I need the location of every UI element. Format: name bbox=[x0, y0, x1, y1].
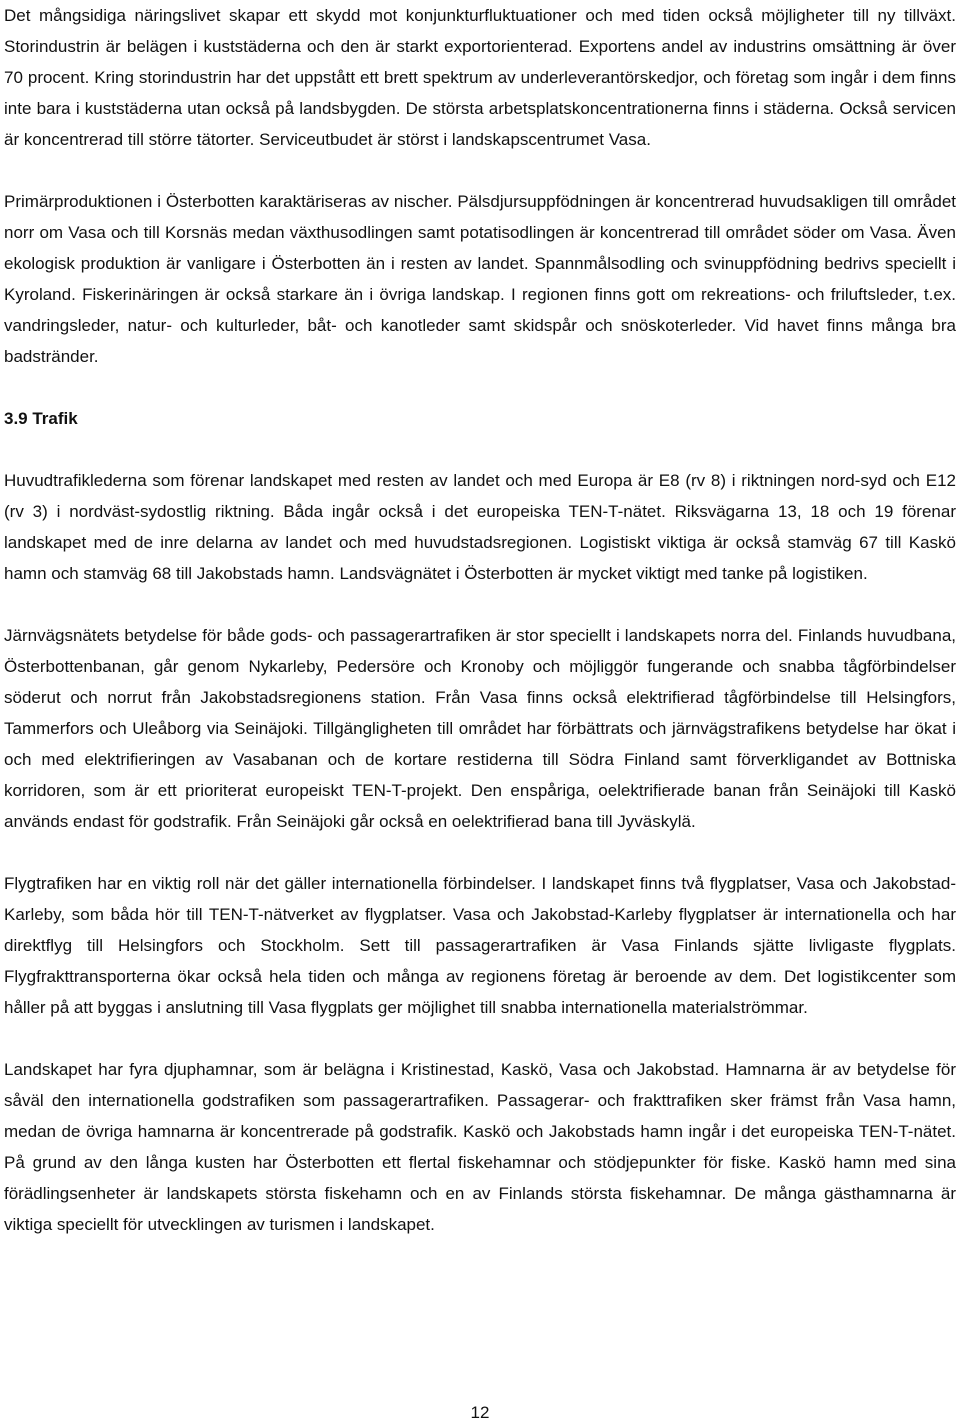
paragraph-spacer bbox=[4, 155, 956, 186]
paragraph-spacer bbox=[4, 372, 956, 403]
paragraph-spacer bbox=[4, 434, 956, 465]
paragraph-spacer bbox=[4, 589, 956, 620]
paragraph-ports: Landskapet har fyra djuphamnar, som är belägna i Kristinestad, Kaskö, Vasa och Jakobstad. Hamnarna är av betydelse för såväl den internationella godstrafiken som passagerartrafiken. Passagerar- och frakttrafiken sker främst från Vasa hamn, medan de övriga hamnarna är koncentrerade på godstrafik. Kaskö och Jakobstads hamn ingår i det europeiska TEN-T-nätet. På grund av den långa kusten har Österbotten ett flertal fiskehamnar och stödjepunkter för fiske. Kaskö hamn med sina förädlingsenheter är landskapets största fiskehamn och en av Finlands största fiskehamnar. De många gästhamnarna är viktiga speciellt för utvecklingen av turismen i landskapet. bbox=[4, 1060, 956, 1234]
section-heading: 3.9 Trafik bbox=[4, 409, 78, 428]
page-number: 12 bbox=[470, 1403, 490, 1422]
paragraph-spacer bbox=[4, 1023, 956, 1054]
document-page bbox=[4, 0, 956, 1240]
paragraph-industry: Det mångsidiga näringslivet skapar ett skydd mot konjunkturfluktuationer och med tiden också möjligheter till ny tillväxt. Storindustrin är belägen i kuststäderna och den är starkt exportorienterad. Exportens andel av industrins omsättning är över 70 procent. Kring storindustrin har det uppstått ett brett spektrum av underleverantörskedjor, och företag som ingår i dem finns inte bara i kuststäderna utan också på landsbygden. De största arbetsplatskoncentrationerna finns i städerna. Också servicen är koncentrerad till större tätorter. Serviceutbudet är störst i landskapscentrumet Vasa. bbox=[4, 6, 956, 149]
paragraph-primary-production: Primärproduktionen i Österbotten karaktäriseras av nischer. Pälsdjursuppfödningen är koncentrerad huvudsakligen till området norr om Vasa och till Korsnäs medan växthusodlingen samt potatisodlingen är koncentrerad till området söder om Vasa. Även ekologisk produktion är vanligare i Österbotten än i resten av landet. Spannmålsodling och svinuppfödning bedrivs speciellt i Kyroland. Fiskerinäringen är också starkare än i övriga landskap. I regionen finns gott om rekreations- och friluftsleder, t.ex. vandringsleder, natur- och kulturleder, båt- och kanotleder samt skidspår och snöskoterleder. Vid havet finns många bra badstränder. bbox=[4, 192, 956, 366]
paragraph-road-traffic: Huvudtrafiklederna som förenar landskapet med resten av landet och med Europa är E8 (rv 8) i riktningen nord-syd och E12 (rv 3) i nordväst-sydostlig riktning. Båda ingår också i det europeiska TEN-T-nätet. Riksvägarna 13, 18 och 19 förenar landskapet med de inre delarna av landet och med huvudstadsregionen. Logistiskt viktiga är också stamväg 67 till Kaskö hamn och stamväg 68 till Jakobstads hamn. Landsvägnätet i Österbotten är mycket viktigt med tanke på logistiken. bbox=[4, 471, 956, 583]
paragraph-railway: Järnvägsnätets betydelse för både gods- och passagerartrafiken är stor speciellt i landskapets norra del. Finlands huvudbana, Österbottenbanan, går genom Nykarleby, Pedersöre och Kronoby och möjliggör fungerande och snabba tågförbindelser söderut och norrut från Jakobstadsregionens station. Från Vasa finns också elektrifierad tågförbindelse till Helsingfors, Tammerfors och Uleåborg via Seinäjoki. Tillgängligheten till området har förbättrats och järnvägstrafikens betydelse har ökat i och med elektrifieringen av Vasabanan och de kortare restiderna till Södra Finland samt förverkligandet av Bottniska korridoren, som är ett prioriterat europeiskt TEN-T-projekt. Den enspåriga, oelektrifierade banan från Seinäjoki till Kaskö används endast för godstrafik. Från Seinäjoki går också en oelektrifierad bana till Jyväskylä. bbox=[4, 626, 956, 831]
paragraph-air-traffic: Flygtrafiken har en viktig roll när det gäller internationella förbindelser. I landskapet finns två flygplatser, Vasa och Jakobstad-Karleby, som båda hör till TEN-T-nätverket av flygplatser. Vasa och Jakobstad-Karleby flygplatser är internationella och har direktflyg till Helsingfors och Stockholm. Sett till passagerartrafiken är Vasa Finlands sjätte livligaste flygplats. Flygfrakttransporterna ökar också hela tiden och många av regionens företag är beroende av dem. Det logistikcenter som håller på att byggas i anslutning till Vasa flygplats ger möjlighet till snabba internationella materialströmmar. bbox=[4, 874, 956, 1017]
paragraph-spacer bbox=[4, 837, 956, 868]
